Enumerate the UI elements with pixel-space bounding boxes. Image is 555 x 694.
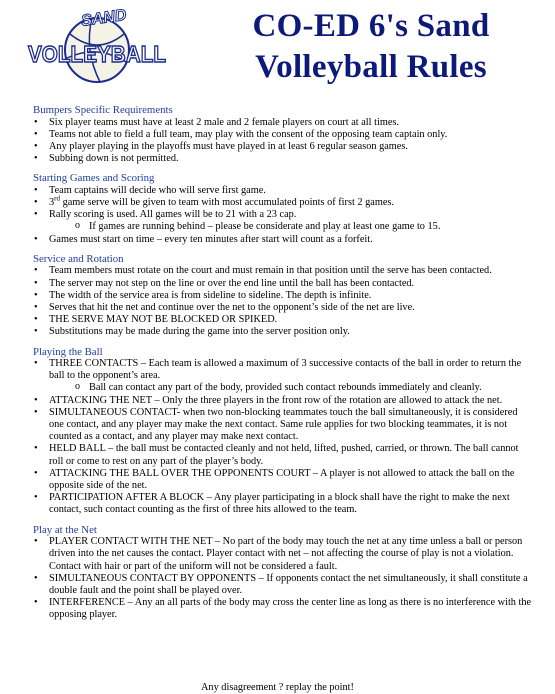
rule-text: HELD BALL – the ball must be contacted cleanly and not held, lifted, pushed, carried, or thrown. The ball cannot roll or come to rest on any part of the player’s body. [49, 443, 519, 467]
sub-rules-list [49, 382, 533, 394]
rule-item [33, 314, 533, 326]
rule-item [33, 194, 533, 209]
rules-list [33, 536, 533, 621]
rule-text: THREE CONTACTS – Each team is allowed a maximum of 3 successive contacts of the ball in order to return the ball to the opponent’s area. [49, 358, 522, 382]
rules-list [33, 358, 533, 517]
rule-text: ATTACKING THE BALL OVER THE OPPONENTS COURT – A player is not allowed to attack the ball on the opposite side of the net. [49, 467, 515, 492]
page-title [196, 6, 546, 88]
rule-item [33, 443, 533, 467]
rule-text: Substitutions may be made during the game into the server position only. [49, 326, 350, 338]
rules-list [33, 265, 533, 338]
sub-rules-list [49, 221, 533, 233]
rule-text: INTERFERENCE – Any an all parts of the body may cross the center line as long as there is no interference with the opposing player. [49, 597, 532, 621]
rule-item [33, 302, 533, 314]
footer-note: Any disagreement ? replay the point! [201, 682, 354, 693]
rule-item [33, 358, 533, 395]
rule-item [33, 278, 533, 290]
rule-item [33, 141, 533, 153]
rule-text: Serves that hit the net and continue over the net to the opponent’s side of the net are live. [49, 301, 415, 313]
rule-item [33, 290, 533, 302]
rule-text: Any player playing in the playoffs must have played in at least 6 regular season games. [49, 140, 408, 152]
rules-section [33, 524, 533, 622]
rule-text: game serve will be given to team with most accumulated points of first 2 games. [60, 197, 394, 209]
rule-text: The server may not step on the line or over the end line until the ball has been contacted. [49, 277, 415, 289]
rule-text: THE SERVE MAY NOT BE BLOCKED OR SPIKED. [49, 314, 278, 326]
rule-text: Team members must rotate on the court and must remain in that position until the serve has been contacted. [49, 265, 492, 277]
rule-item [33, 407, 533, 444]
rule-text: Subbing down is not permitted. [49, 153, 179, 165]
rule-superscript: rd [54, 194, 60, 203]
rule-item [33, 117, 533, 129]
section-heading: Playing the Ball [33, 345, 103, 358]
title-line-1: CO-ED 6's Sand [252, 8, 490, 44]
rules-section [33, 346, 533, 517]
rule-text: Teams not able to field a full team, may play with the consent of the opposing team captain only. [49, 128, 448, 140]
rule-item [33, 395, 533, 407]
rule-text: PARTICIPATION AFTER A BLOCK – Any player participating in a block shall have the right to make the next contact, such contact counting as the first of three hits allowed to the team. [49, 492, 510, 516]
rule-text: SIMULTANEOUS CONTACT BY OPPONENTS – If opponents contact the net simultaneously, it shall constitute a double fault and the point shall be played over. [49, 572, 528, 596]
rule-text: The width of the service area is from sideline to sideline. The depth is infinite. [49, 289, 372, 301]
section-heading: Play at the Net [33, 523, 97, 536]
rules-list [33, 117, 533, 166]
rule-text: Rally scoring is used. All games will be to 21 with a 23 cap. [49, 209, 297, 221]
rule-text: Games must start on time – every ten minutes after start will count as a forfeit. [49, 233, 373, 245]
rule-text: Six player teams must have at least 2 male and 2 female players on court at all times. [49, 116, 399, 128]
rule-item [33, 234, 533, 246]
title-line-2: Volleyball Rules [255, 49, 487, 85]
section-heading: Starting Games and Scoring [33, 172, 155, 185]
rule-item [33, 536, 533, 573]
logo-main-text: VOLLEYBALL [28, 41, 166, 67]
rules-section [33, 253, 533, 339]
rule-item [33, 209, 533, 233]
rules-section [33, 104, 533, 165]
rule-item [33, 573, 533, 597]
rules-content [33, 104, 533, 629]
rule-item [33, 597, 533, 621]
rules-list [33, 185, 533, 246]
rules-section [33, 172, 533, 246]
sub-rule-item: o Ball can contact any part of the body, provided such contact rebounds immediately and cleanly. [75, 382, 533, 394]
rule-text: Team captains will decide who will serve first game. [49, 184, 266, 196]
rule-item [33, 492, 533, 516]
logo-graphic [22, 6, 172, 86]
rule-item [33, 129, 533, 141]
rule-item [33, 185, 533, 197]
rule-text: PLAYER CONTACT WITH THE NET – No part of the body may touch the net at any time unless a ball or person driven into the net causes the contact. Player contact with net – not affecting the course of play is not a violation. Contact with hair or part of the uniform will not be considered a fault. [49, 536, 523, 572]
section-heading: Bumpers Specific Requirements [33, 104, 173, 116]
rule-text: SIMULTANEOUS CONTACT- when two non-blocking teammates touch the ball simultaneously, it is considered one contact, and any player may make the next contact. Same rule applies for two blocking teammates, it is not counted as a contact, and any player may make next contact. [49, 406, 518, 443]
logo-top-text: SAND [80, 6, 128, 30]
sub-rule-item: o If games are running behind – please be considerate and play at least one game to 15. [75, 221, 533, 233]
rule-item [33, 153, 533, 165]
rule-item [33, 326, 533, 338]
rule-item [33, 265, 533, 277]
sand-volleyball-logo [22, 6, 172, 86]
rule-text: ATTACKING THE NET – Only the three players in the front row of the rotation are allowed to attack the net. [49, 394, 503, 406]
rule-prefix: 3 [49, 197, 55, 209]
rule-item [33, 468, 533, 492]
section-heading: Service and Rotation [33, 252, 124, 265]
